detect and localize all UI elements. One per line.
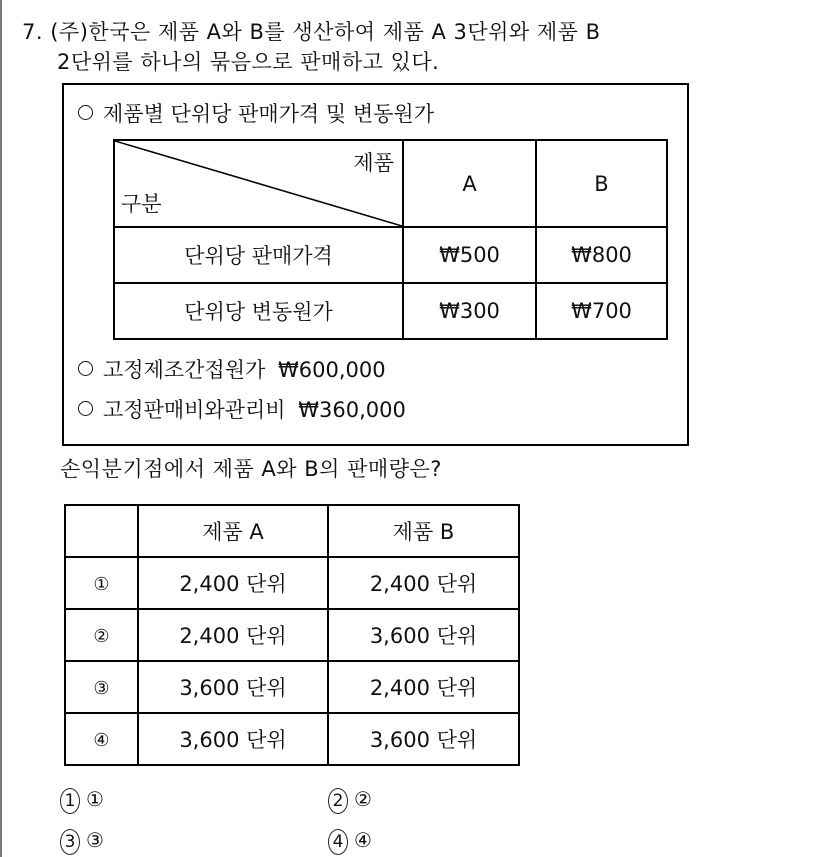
info-heading-text: 제품별 단위당 판매가격 및 변동원가 [103, 102, 434, 126]
question-text-1: (주)한국은 제품 A와 B를 생산하여 제품 A 3단위와 제품 B [50, 20, 601, 44]
answer-b: 3,600 단위 [328, 609, 519, 661]
question-line-1 [22, 19, 601, 45]
answer-header-blank [65, 505, 138, 557]
fixed-cost-selling-admin [78, 397, 406, 423]
corner-label-product: 제품 [353, 151, 394, 175]
bullet-circle-icon [78, 401, 93, 416]
choice-value-2: ② [354, 787, 372, 811]
info-heading [78, 101, 434, 127]
corner-label-category: 구분 [121, 192, 162, 216]
row-label-variable-cost: 단위당 변동원가 [114, 283, 403, 339]
answer-row [65, 609, 519, 661]
choice-1[interactable] [60, 787, 104, 814]
answer-header-product-b: 제품 B [328, 505, 519, 557]
answer-header-row [65, 505, 519, 557]
answer-b: 2,400 단위 [328, 557, 519, 609]
answer-mark: ④ [65, 713, 138, 765]
price-b: ₩800 [536, 227, 667, 283]
price-cost-table [113, 139, 668, 340]
answer-mark: ③ [65, 661, 138, 713]
choice-number-2: 2 [328, 788, 348, 814]
choice-number-1: 1 [60, 788, 80, 814]
fixed-cost-value-2: ₩360,000 [298, 398, 406, 422]
variable-cost-a: ₩300 [403, 283, 536, 339]
choice-3[interactable] [60, 828, 104, 855]
question-text-2: 2단위를 하나의 묶음으로 판매하고 있다. [57, 50, 440, 74]
answer-mark: ② [65, 609, 138, 661]
diagonal-header-cell [114, 140, 403, 227]
table-row-variable-cost [114, 283, 667, 339]
choice-2[interactable] [328, 787, 372, 814]
column-header-a: A [403, 140, 536, 227]
answer-row [65, 713, 519, 765]
bullet-circle-icon [78, 105, 93, 120]
answer-a: 3,600 단위 [138, 661, 328, 713]
prompt-text: 손익분기점에서 제품 A와 B의 판매량은? [60, 457, 442, 481]
answer-mark: ① [65, 557, 138, 609]
page-left-border [0, 0, 2, 857]
choice-number-4: 4 [328, 829, 348, 855]
fixed-cost-label-1: 고정제조간접원가 [103, 358, 266, 382]
question-prompt [60, 456, 442, 482]
variable-cost-b: ₩700 [536, 283, 667, 339]
price-a: ₩500 [403, 227, 536, 283]
answer-row [65, 557, 519, 609]
answer-a: 2,400 단위 [138, 609, 328, 661]
column-header-b: B [536, 140, 667, 227]
answer-options-table [64, 504, 520, 766]
fixed-cost-manufacturing [78, 357, 386, 383]
question-line-2 [57, 49, 439, 75]
answer-row [65, 661, 519, 713]
answer-header-product-a: 제품 A [138, 505, 328, 557]
answer-a: 3,600 단위 [138, 713, 328, 765]
choice-value-1: ① [86, 787, 104, 811]
answer-b: 3,600 단위 [328, 713, 519, 765]
choice-number-3: 3 [60, 829, 80, 855]
bullet-circle-icon [78, 361, 93, 376]
choice-value-3: ③ [86, 828, 104, 852]
fixed-cost-value-1: ₩600,000 [277, 358, 386, 382]
choice-4[interactable] [328, 828, 372, 855]
fixed-cost-label-2: 고정판매비와관리비 [103, 398, 286, 422]
answer-b: 2,400 단위 [328, 661, 519, 713]
choice-value-4: ④ [354, 828, 372, 852]
question-number: 7. [22, 20, 44, 44]
answer-a: 2,400 단위 [138, 557, 328, 609]
row-label-price: 단위당 판매가격 [114, 227, 403, 283]
table-row-price [114, 227, 667, 283]
